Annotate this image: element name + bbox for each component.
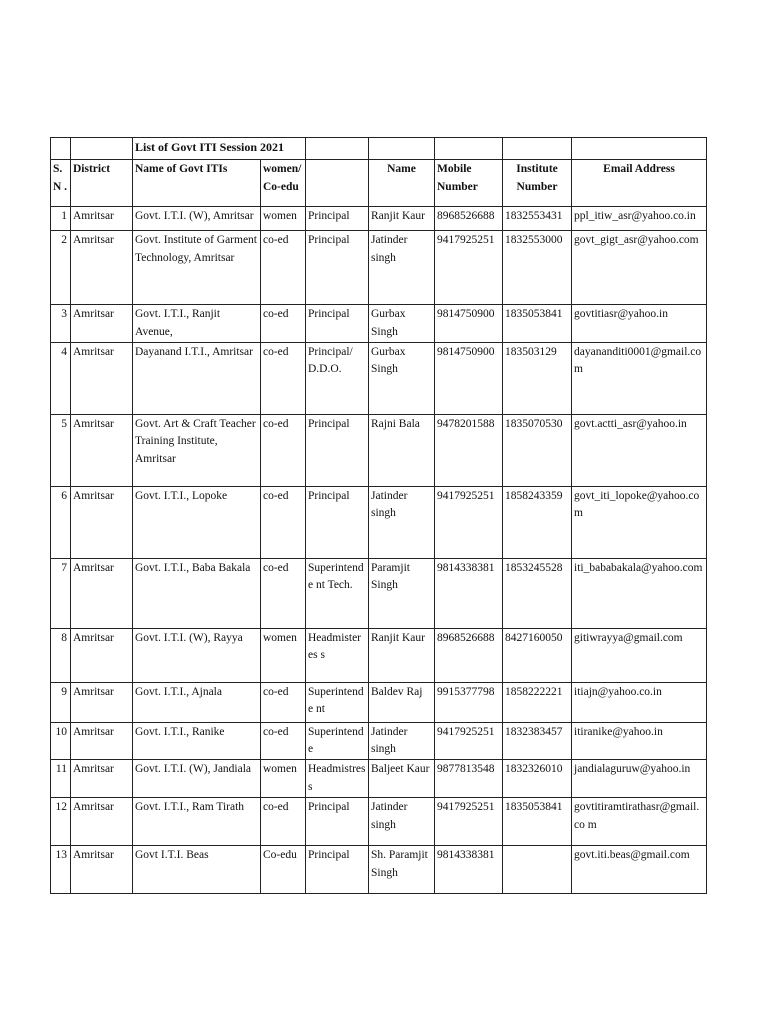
email-cell: dayananditi0001@gmail.com xyxy=(572,342,707,414)
designation-cell: Principal xyxy=(306,845,369,893)
iti-name-cell: Govt. Institute of Garment Technology, Amritsar xyxy=(133,231,261,305)
mobile-cell: 9417925251 xyxy=(435,486,503,558)
type-cell: co-ed xyxy=(261,414,306,486)
sn-cell: 13 xyxy=(51,845,71,893)
mobile-cell: 9814338381 xyxy=(435,845,503,893)
header-type: women/ Co-edu xyxy=(261,160,306,207)
contact-name-cell: Sh. Paramjit Singh xyxy=(369,845,435,893)
institute-number-cell: 1858222221 xyxy=(503,682,572,722)
contact-name-cell: Jatinder singh xyxy=(369,797,435,845)
empty-cell xyxy=(572,138,707,160)
table-row xyxy=(51,628,707,682)
mobile-cell: 9417925251 xyxy=(435,797,503,845)
empty-cell xyxy=(503,138,572,160)
sn-cell: 11 xyxy=(51,760,71,798)
sn-cell: 3 xyxy=(51,305,71,343)
sn-cell: 1 xyxy=(51,207,71,231)
mobile-cell: 9814750900 xyxy=(435,342,503,414)
contact-name-cell: Jatinder singh xyxy=(369,722,435,760)
email-cell: iti_bababakala@yahoo.com xyxy=(572,558,707,628)
mobile-cell: 9915377798 xyxy=(435,682,503,722)
district-cell: Amritsar xyxy=(71,845,133,893)
sn-cell: 4 xyxy=(51,342,71,414)
institute-number-cell: 1835053841 xyxy=(503,305,572,343)
iti-name-cell: Govt. I.T.I., Ranike xyxy=(133,722,261,760)
institute-number-cell xyxy=(503,845,572,893)
district-cell: Amritsar xyxy=(71,558,133,628)
institute-number-cell: 1853245528 xyxy=(503,558,572,628)
institute-number-cell: 1832383457 xyxy=(503,722,572,760)
institute-number-cell: 1832326010 xyxy=(503,760,572,798)
designation-cell: Principal xyxy=(306,486,369,558)
contact-name-cell: Jatinder singh xyxy=(369,486,435,558)
district-cell: Amritsar xyxy=(71,486,133,558)
email-cell: govt_iti_lopoke@yahoo.com xyxy=(572,486,707,558)
type-cell: co-ed xyxy=(261,231,306,305)
table-row xyxy=(51,305,707,343)
empty-cell xyxy=(435,138,503,160)
mobile-cell: 8968526688 xyxy=(435,628,503,682)
header-institute: Institute Number xyxy=(503,160,572,207)
district-cell: Amritsar xyxy=(71,231,133,305)
mobile-cell: 9478201588 xyxy=(435,414,503,486)
email-cell: itiajn@yahoo.co.in xyxy=(572,682,707,722)
type-cell: co-ed xyxy=(261,486,306,558)
header-sn: S.N . xyxy=(51,160,71,207)
table-row xyxy=(51,760,707,798)
email-cell: govtitiasr@yahoo.in xyxy=(572,305,707,343)
empty-cell xyxy=(369,138,435,160)
iti-name-cell: Dayanand I.T.I., Amritsar xyxy=(133,342,261,414)
table-row xyxy=(51,342,707,414)
designation-cell: Principal xyxy=(306,231,369,305)
district-cell: Amritsar xyxy=(71,682,133,722)
sn-cell: 8 xyxy=(51,628,71,682)
designation-cell: Principal xyxy=(306,797,369,845)
iti-list-table xyxy=(50,137,707,894)
sn-cell: 9 xyxy=(51,682,71,722)
institute-number-cell: 1835070530 xyxy=(503,414,572,486)
designation-cell: Headmistress xyxy=(306,760,369,798)
sn-cell: 2 xyxy=(51,231,71,305)
sn-cell: 5 xyxy=(51,414,71,486)
type-cell: co-ed xyxy=(261,342,306,414)
contact-name-cell: Paramjit Singh xyxy=(369,558,435,628)
email-cell: govt.iti.beas@gmail.com xyxy=(572,845,707,893)
sheet-title: List of Govt ITI Session 2021 xyxy=(133,138,306,160)
email-cell: govt_gigt_asr@yahoo.com xyxy=(572,231,707,305)
type-cell: women xyxy=(261,760,306,798)
table-row xyxy=(51,845,707,893)
district-cell: Amritsar xyxy=(71,722,133,760)
contact-name-cell: Jatinder singh xyxy=(369,231,435,305)
mobile-cell: 9814338381 xyxy=(435,558,503,628)
table-row xyxy=(51,722,707,760)
mobile-cell: 9877813548 xyxy=(435,760,503,798)
iti-name-cell: Govt. I.T.I., Ranjit Avenue, xyxy=(133,305,261,343)
iti-name-cell: Govt. I.T.I., Ajnala xyxy=(133,682,261,722)
email-cell: govtitiramtirathasr@gmail.co m xyxy=(572,797,707,845)
email-cell: govt.actti_asr@yahoo.in xyxy=(572,414,707,486)
institute-number-cell: 1832553431 xyxy=(503,207,572,231)
contact-name-cell: Baljeet Kaur xyxy=(369,760,435,798)
type-cell: co-ed xyxy=(261,682,306,722)
designation-cell: Headmisteres s xyxy=(306,628,369,682)
sn-cell: 6 xyxy=(51,486,71,558)
district-cell: Amritsar xyxy=(71,797,133,845)
mobile-cell: 9417925251 xyxy=(435,722,503,760)
designation-cell: Principal xyxy=(306,207,369,231)
email-cell: ppl_itiw_asr@yahoo.co.in xyxy=(572,207,707,231)
table-row xyxy=(51,682,707,722)
designation-cell: Principal xyxy=(306,305,369,343)
iti-name-cell: Govt. I.T.I., Lopoke xyxy=(133,486,261,558)
type-cell: women xyxy=(261,207,306,231)
institute-number-cell: 1832553000 xyxy=(503,231,572,305)
sn-cell: 12 xyxy=(51,797,71,845)
designation-cell: Superintende xyxy=(306,722,369,760)
iti-name-cell: Govt. I.T.I. (W), Jandiala xyxy=(133,760,261,798)
designation-cell: Superintende nt Tech. xyxy=(306,558,369,628)
contact-name-cell: Gurbax Singh xyxy=(369,305,435,343)
district-cell: Amritsar xyxy=(71,305,133,343)
mobile-cell: 9814750900 xyxy=(435,305,503,343)
sn-cell: 10 xyxy=(51,722,71,760)
table-row xyxy=(51,207,707,231)
email-cell: gitiwrayya@gmail.com xyxy=(572,628,707,682)
district-cell: Amritsar xyxy=(71,760,133,798)
district-cell: Amritsar xyxy=(71,628,133,682)
type-cell: co-ed xyxy=(261,722,306,760)
iti-name-cell: Govt. I.T.I., Baba Bakala xyxy=(133,558,261,628)
email-cell: itiranike@yahoo.in xyxy=(572,722,707,760)
iti-name-cell: Govt. I.T.I. (W), Amritsar xyxy=(133,207,261,231)
header-mobile: Mobile Number xyxy=(435,160,503,207)
contact-name-cell: Baldev Raj xyxy=(369,682,435,722)
iti-name-cell: Govt. I.T.I. (W), Rayya xyxy=(133,628,261,682)
header-name: Name xyxy=(369,160,435,207)
district-cell: Amritsar xyxy=(71,342,133,414)
contact-name-cell: Rajni Bala xyxy=(369,414,435,486)
institute-number-cell: 1858243359 xyxy=(503,486,572,558)
type-cell: Co-edu xyxy=(261,845,306,893)
empty-cell xyxy=(51,138,71,160)
sn-cell: 7 xyxy=(51,558,71,628)
table-row xyxy=(51,486,707,558)
mobile-cell: 8968526688 xyxy=(435,207,503,231)
mobile-cell: 9417925251 xyxy=(435,231,503,305)
empty-cell xyxy=(306,138,369,160)
table-row xyxy=(51,231,707,305)
header-district: District xyxy=(71,160,133,207)
iti-name-cell: Govt I.T.I. Beas xyxy=(133,845,261,893)
header-row xyxy=(51,160,707,207)
institute-number-cell: 1835053841 xyxy=(503,797,572,845)
header-designation xyxy=(306,160,369,207)
contact-name-cell: Ranjit Kaur xyxy=(369,628,435,682)
designation-cell: Principal xyxy=(306,414,369,486)
institute-number-cell: 8427160050 xyxy=(503,628,572,682)
designation-cell: Principal/ D.D.O. xyxy=(306,342,369,414)
designation-cell: Superintende nt xyxy=(306,682,369,722)
type-cell: women xyxy=(261,628,306,682)
table-row xyxy=(51,558,707,628)
header-iti-name: Name of Govt ITIs xyxy=(133,160,261,207)
email-cell: jandialaguruw@yahoo.in xyxy=(572,760,707,798)
table-row xyxy=(51,797,707,845)
type-cell: co-ed xyxy=(261,797,306,845)
empty-cell xyxy=(71,138,133,160)
district-cell: Amritsar xyxy=(71,207,133,231)
contact-name-cell: Ranjit Kaur xyxy=(369,207,435,231)
institute-number-cell: 183503129 xyxy=(503,342,572,414)
type-cell: co-ed xyxy=(261,305,306,343)
header-email: Email Address xyxy=(572,160,707,207)
type-cell: co-ed xyxy=(261,558,306,628)
contact-name-cell: Gurbax Singh xyxy=(369,342,435,414)
table-row xyxy=(51,414,707,486)
iti-name-cell: Govt. I.T.I., Ram Tirath xyxy=(133,797,261,845)
title-row xyxy=(51,138,707,160)
district-cell: Amritsar xyxy=(71,414,133,486)
iti-name-cell: Govt. Art & Craft Teacher Training Institute, Amritsar xyxy=(133,414,261,486)
